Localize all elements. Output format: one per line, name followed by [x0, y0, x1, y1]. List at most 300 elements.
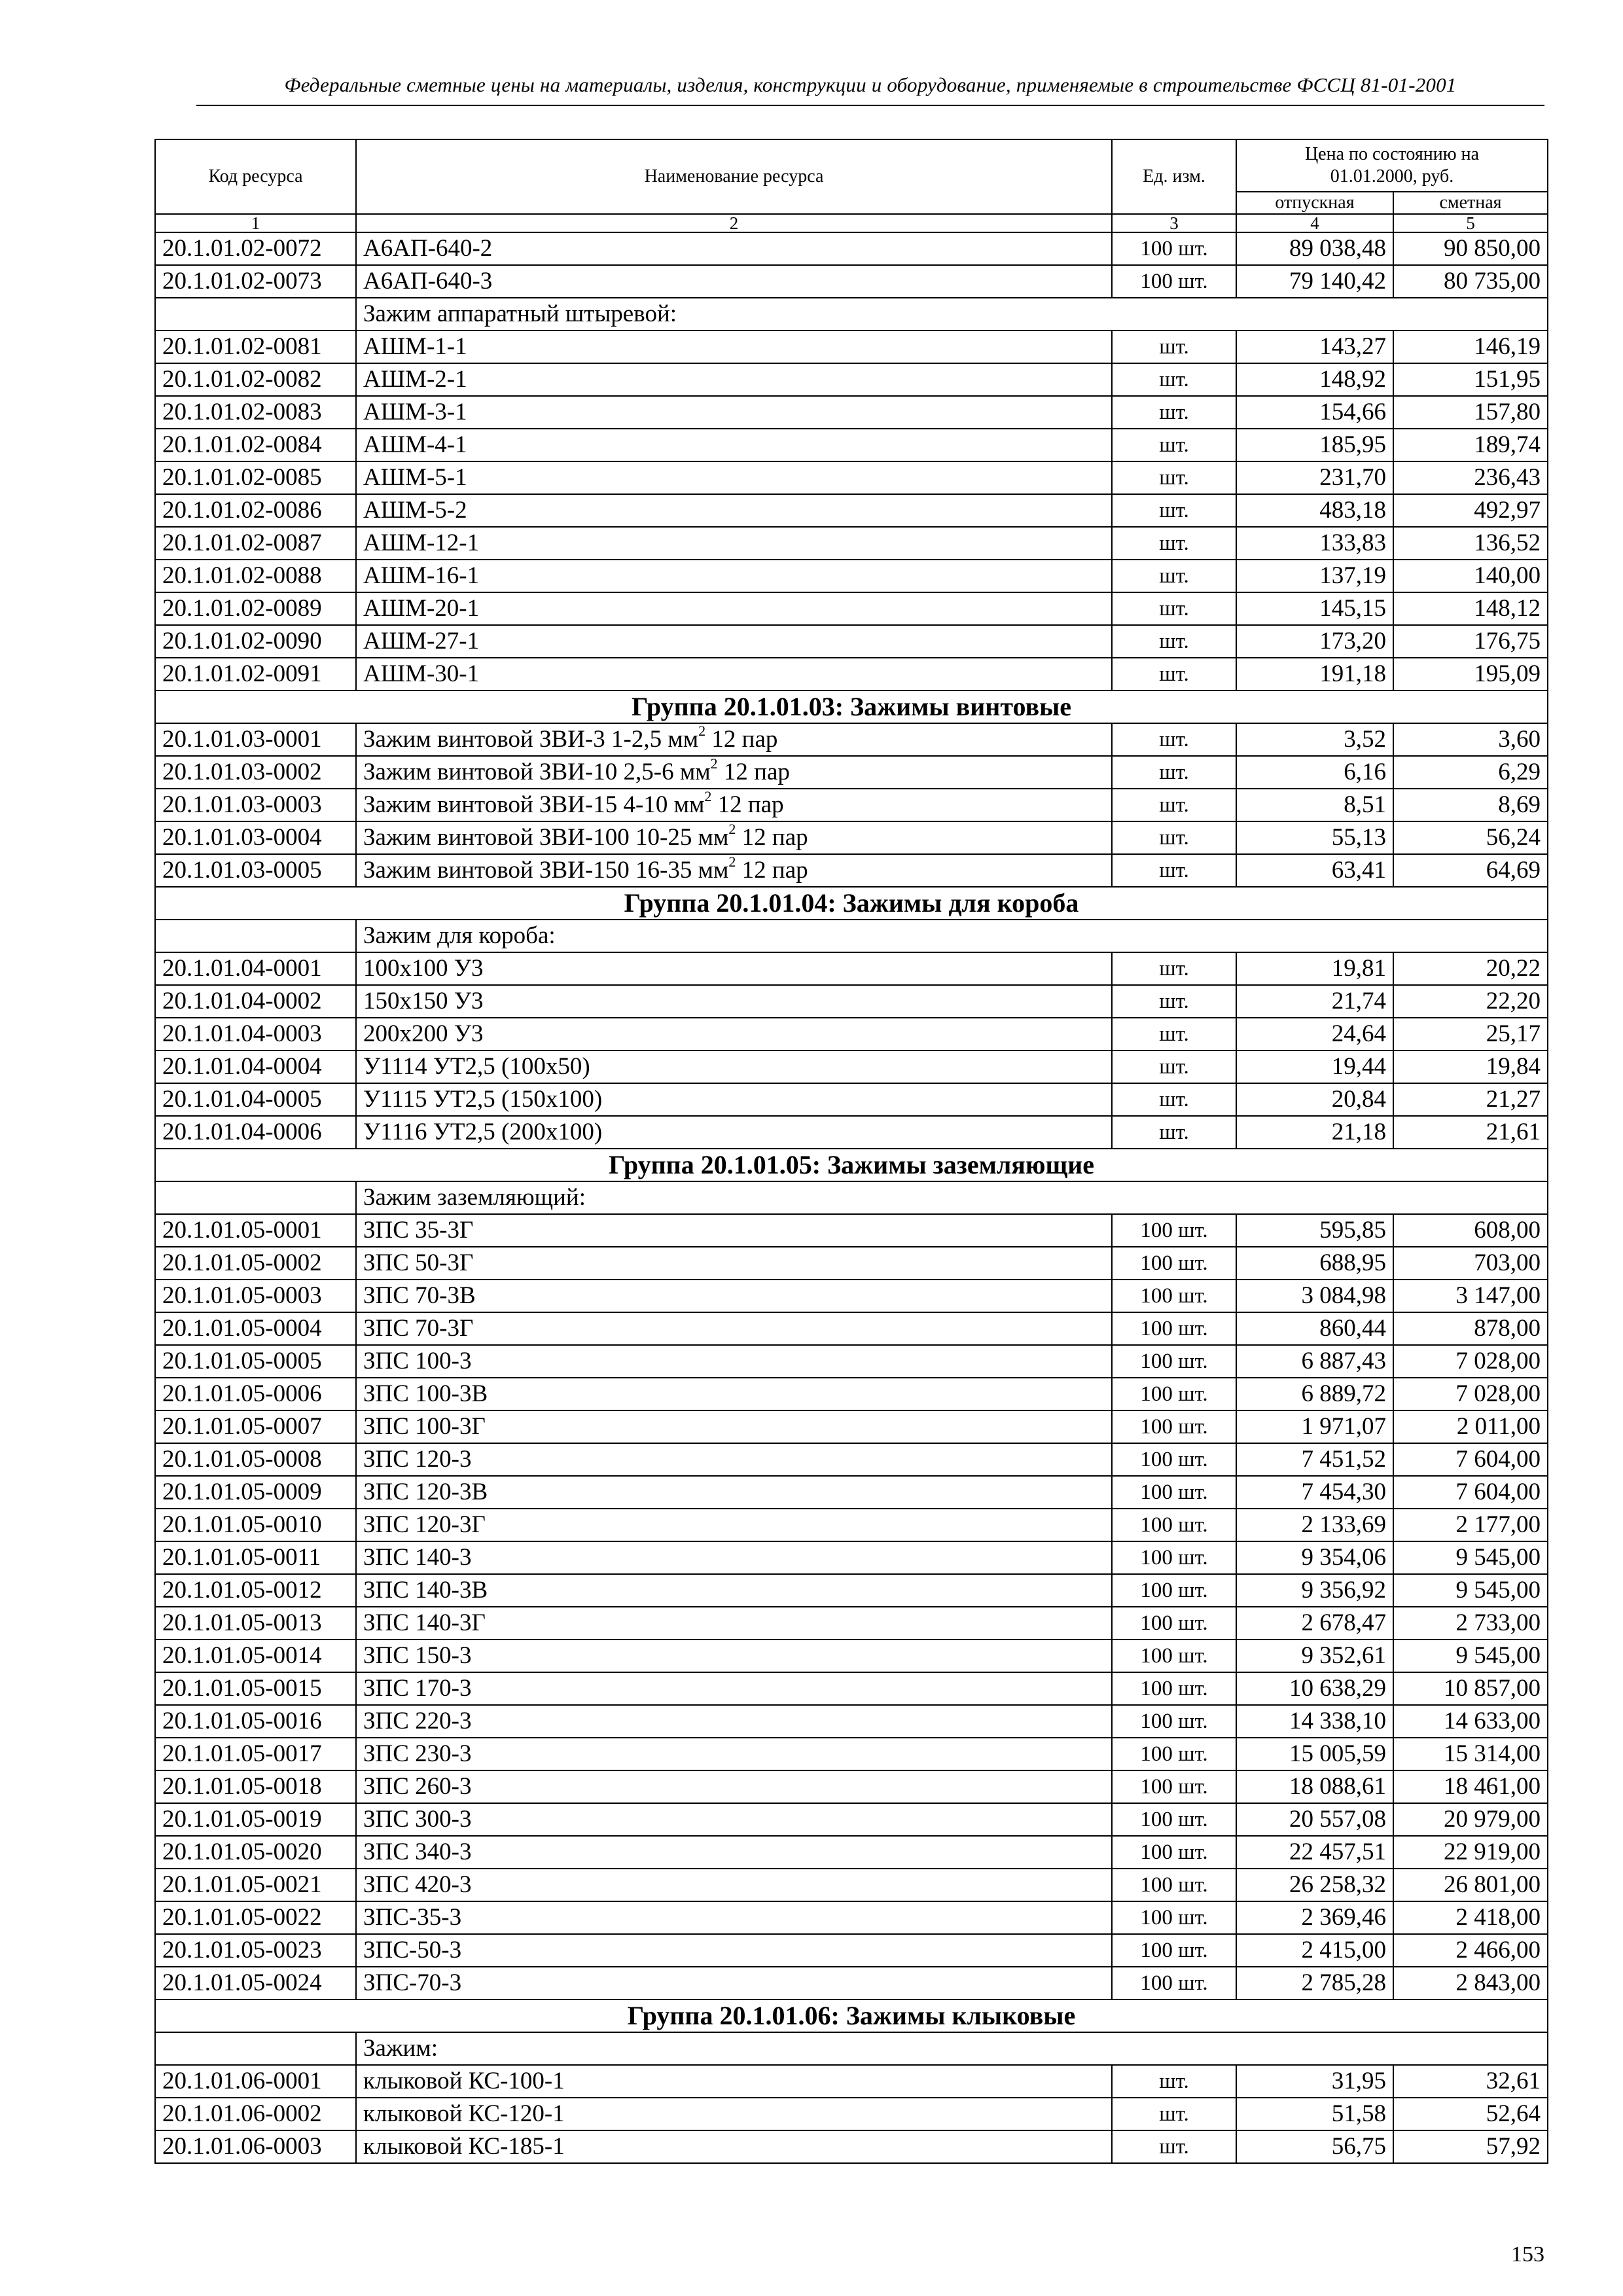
- table-row: [155, 1378, 1548, 1410]
- page-number: 153: [1511, 2242, 1544, 2267]
- release-price: 26 258,32: [1236, 1869, 1393, 1901]
- unit-cell: 100 шт.: [1112, 1574, 1236, 1607]
- release-price: 63,41: [1236, 854, 1393, 887]
- resource-code: 20.1.01.04-0002: [155, 985, 356, 1018]
- estimate-price: 2 418,00: [1393, 1901, 1548, 1934]
- resource-name-text: Зажим винтовой ЗВИ-3 1-2,5 мм: [363, 726, 699, 753]
- estimate-price: 9 545,00: [1393, 1541, 1548, 1574]
- unit-cell: 100 шт.: [1112, 1378, 1236, 1410]
- release-price: 231,70: [1236, 461, 1393, 494]
- resource-name: [356, 789, 1112, 821]
- table-row: [155, 265, 1548, 298]
- estimate-price: 64,69: [1393, 854, 1548, 887]
- resource-code: 20.1.01.02-0072: [155, 232, 356, 265]
- estimate-price: 2 177,00: [1393, 1509, 1548, 1541]
- resource-name: У1116 УТ2,5 (200х100): [356, 1116, 1112, 1149]
- subheading-row: [155, 2032, 1548, 2065]
- release-price: 9 352,61: [1236, 1640, 1393, 1672]
- empty-code-cell: [155, 1181, 356, 1214]
- unit-cell: шт.: [1112, 527, 1236, 560]
- estimate-price: 19,84: [1393, 1050, 1548, 1083]
- table-row: [155, 1312, 1548, 1345]
- table-row: [155, 1443, 1548, 1476]
- resource-name: АШМ-3-1: [356, 396, 1112, 429]
- subheading-text: Зажим аппаратный штыревой:: [356, 298, 1548, 331]
- resource-code: 20.1.01.05-0011: [155, 1541, 356, 1574]
- estimate-price: 195,09: [1393, 658, 1548, 691]
- resource-code: 20.1.01.05-0023: [155, 1934, 356, 1967]
- release-price: 2 678,47: [1236, 1607, 1393, 1640]
- estimate-price: 52,64: [1393, 2098, 1548, 2130]
- unit-superscript: 2: [698, 723, 706, 739]
- resource-code: 20.1.01.06-0003: [155, 2130, 356, 2163]
- resource-name: АШМ-12-1: [356, 527, 1112, 560]
- resource-name: ЗПС 100-3В: [356, 1378, 1112, 1410]
- resource-code: 20.1.01.02-0090: [155, 625, 356, 658]
- unit-cell: 100 шт.: [1112, 1312, 1236, 1345]
- release-price: 143,27: [1236, 331, 1393, 363]
- table-row: [155, 1541, 1548, 1574]
- table-row: [155, 821, 1548, 854]
- table-row: [155, 1705, 1548, 1738]
- resource-code: 20.1.01.04-0003: [155, 1018, 356, 1050]
- resource-name: 150х150 У3: [356, 985, 1112, 1018]
- table-row: [155, 1116, 1548, 1149]
- estimate-price: 22 919,00: [1393, 1836, 1548, 1869]
- resource-name: ЗПС 50-3Г: [356, 1247, 1112, 1280]
- unit-cell: шт.: [1112, 560, 1236, 592]
- unit-cell: 100 шт.: [1112, 1901, 1236, 1934]
- resource-code: 20.1.01.03-0004: [155, 821, 356, 854]
- release-price: 7 451,52: [1236, 1443, 1393, 1476]
- release-price: 55,13: [1236, 821, 1393, 854]
- group-title: Группа 20.1.01.06: Зажимы клыковые: [155, 2000, 1548, 2032]
- release-price: 6,16: [1236, 756, 1393, 789]
- table-row: [155, 1509, 1548, 1541]
- release-price: 191,18: [1236, 658, 1393, 691]
- release-price: 21,18: [1236, 1116, 1393, 1149]
- release-price: 185,95: [1236, 429, 1393, 461]
- estimate-price: 26 801,00: [1393, 1869, 1548, 1901]
- release-price: 15 005,59: [1236, 1738, 1393, 1770]
- unit-cell: 100 шт.: [1112, 1247, 1236, 1280]
- table-row: [155, 952, 1548, 985]
- resource-name: ЗПС 140-3В: [356, 1574, 1112, 1607]
- release-price: 19,81: [1236, 952, 1393, 985]
- resource-code: 20.1.01.05-0009: [155, 1476, 356, 1509]
- resource-code: 20.1.01.05-0007: [155, 1410, 356, 1443]
- resource-name: ЗПС-50-3: [356, 1934, 1112, 1967]
- resource-name: [356, 854, 1112, 887]
- estimate-price: 15 314,00: [1393, 1738, 1548, 1770]
- resource-name: [356, 723, 1112, 756]
- group-title: Группа 20.1.01.04: Зажимы для короба: [155, 887, 1548, 920]
- subheading-text: Зажим заземляющий:: [356, 1181, 1548, 1214]
- unit-cell: шт.: [1112, 429, 1236, 461]
- resource-code: 20.1.01.02-0085: [155, 461, 356, 494]
- table-row: [155, 461, 1548, 494]
- table-row: [155, 1018, 1548, 1050]
- estimate-price: 18 461,00: [1393, 1770, 1548, 1803]
- resource-name: ЗПС 70-3В: [356, 1280, 1112, 1312]
- resource-name: ЗПС 220-3: [356, 1705, 1112, 1738]
- unit-cell: 100 шт.: [1112, 1607, 1236, 1640]
- col-header-estimate: сметная: [1393, 192, 1548, 214]
- table-row: [155, 1410, 1548, 1443]
- release-price: 24,64: [1236, 1018, 1393, 1050]
- unit-cell: 100 шт.: [1112, 1410, 1236, 1443]
- table-row: [155, 527, 1548, 560]
- resource-code: 20.1.01.02-0086: [155, 494, 356, 527]
- subheading-row: [155, 920, 1548, 952]
- table-row: [155, 1247, 1548, 1280]
- unit-superscript: 2: [704, 789, 712, 804]
- estimate-price: 32,61: [1393, 2065, 1548, 2098]
- table-row: [155, 2098, 1548, 2130]
- col-header-release: отпускная: [1236, 192, 1393, 214]
- table-row: [155, 854, 1548, 887]
- estimate-price: 7 604,00: [1393, 1443, 1548, 1476]
- resource-name: ЗПС 100-3: [356, 1345, 1112, 1378]
- resource-name: У1115 УТ2,5 (150х100): [356, 1083, 1112, 1116]
- release-price: 6 887,43: [1236, 1345, 1393, 1378]
- resource-code: 20.1.01.05-0013: [155, 1607, 356, 1640]
- release-price: 2 785,28: [1236, 1967, 1393, 2000]
- unit-cell: 100 шт.: [1112, 265, 1236, 298]
- release-price: 133,83: [1236, 527, 1393, 560]
- resource-code: 20.1.01.04-0004: [155, 1050, 356, 1083]
- estimate-price: 176,75: [1393, 625, 1548, 658]
- unit-cell: 100 шт.: [1112, 232, 1236, 265]
- resource-name: ЗПС 340-3: [356, 1836, 1112, 1869]
- resource-name: АШМ-2-1: [356, 363, 1112, 396]
- estimate-price: 2 011,00: [1393, 1410, 1548, 1443]
- group-row: [155, 2000, 1548, 2032]
- resource-name-text: Зажим винтовой ЗВИ-15 4-10 мм: [363, 791, 705, 818]
- release-price: 483,18: [1236, 494, 1393, 527]
- unit-superscript: 2: [728, 821, 736, 837]
- resource-code: 20.1.01.05-0020: [155, 1836, 356, 1869]
- estimate-price: 148,12: [1393, 592, 1548, 625]
- resource-code: 20.1.01.05-0017: [155, 1738, 356, 1770]
- resource-name-tail: 12 пар: [705, 726, 778, 753]
- table-row: [155, 723, 1548, 756]
- table-row: [155, 1214, 1548, 1247]
- resource-code: 20.1.01.06-0002: [155, 2098, 356, 2130]
- resource-name: ЗПС-35-3: [356, 1901, 1112, 1934]
- col-number: 5: [1393, 214, 1548, 232]
- resource-name: АШМ-4-1: [356, 429, 1112, 461]
- release-price: 6 889,72: [1236, 1378, 1393, 1410]
- release-price: 860,44: [1236, 1312, 1393, 1345]
- table-body: [155, 232, 1548, 2163]
- price-table: [154, 139, 1548, 2164]
- table-row: [155, 2130, 1548, 2163]
- unit-cell: шт.: [1112, 461, 1236, 494]
- table-row: [155, 1738, 1548, 1770]
- resource-code: 20.1.01.04-0005: [155, 1083, 356, 1116]
- col-number: 1: [155, 214, 356, 232]
- release-price: 56,75: [1236, 2130, 1393, 2163]
- resource-code: 20.1.01.05-0012: [155, 1574, 356, 1607]
- resource-code: 20.1.01.03-0002: [155, 756, 356, 789]
- group-row: [155, 691, 1548, 723]
- resource-code: 20.1.01.05-0022: [155, 1901, 356, 1934]
- unit-cell: шт.: [1112, 396, 1236, 429]
- release-price: 51,58: [1236, 2098, 1393, 2130]
- resource-code: 20.1.01.02-0089: [155, 592, 356, 625]
- unit-cell: шт.: [1112, 821, 1236, 854]
- resource-name-tail: 12 пар: [736, 824, 808, 851]
- unit-cell: 100 шт.: [1112, 1967, 1236, 2000]
- resource-name: клыковой КС-185-1: [356, 2130, 1112, 2163]
- release-price: 7 454,30: [1236, 1476, 1393, 1509]
- table-row: [155, 1345, 1548, 1378]
- resource-name: ЗПС 120-3: [356, 1443, 1112, 1476]
- resource-name: ЗПС 120-3Г: [356, 1509, 1112, 1541]
- resource-code: 20.1.01.05-0010: [155, 1509, 356, 1541]
- release-price: 14 338,10: [1236, 1705, 1393, 1738]
- resource-code: 20.1.01.04-0006: [155, 1116, 356, 1149]
- unit-cell: 100 шт.: [1112, 1672, 1236, 1705]
- unit-cell: 100 шт.: [1112, 1214, 1236, 1247]
- resource-name: ЗПС 120-3В: [356, 1476, 1112, 1509]
- estimate-price: 189,74: [1393, 429, 1548, 461]
- resource-name: ЗПС 100-3Г: [356, 1410, 1112, 1443]
- release-price: 10 638,29: [1236, 1672, 1393, 1705]
- unit-cell: 100 шт.: [1112, 1476, 1236, 1509]
- unit-cell: шт.: [1112, 494, 1236, 527]
- resource-name-tail: 12 пар: [711, 791, 784, 818]
- unit-cell: 100 шт.: [1112, 1345, 1236, 1378]
- release-price: 2 369,46: [1236, 1901, 1393, 1934]
- resource-name: ЗПС 140-3: [356, 1541, 1112, 1574]
- resource-code: 20.1.01.02-0088: [155, 560, 356, 592]
- unit-cell: шт.: [1112, 985, 1236, 1018]
- resource-name: ЗПС 170-3: [356, 1672, 1112, 1705]
- resource-code: 20.1.01.05-0004: [155, 1312, 356, 1345]
- unit-cell: 100 шт.: [1112, 1738, 1236, 1770]
- release-price: 20,84: [1236, 1083, 1393, 1116]
- resource-code: 20.1.01.02-0082: [155, 363, 356, 396]
- estimate-price: 9 545,00: [1393, 1640, 1548, 1672]
- table-row: [155, 985, 1548, 1018]
- release-price: 8,51: [1236, 789, 1393, 821]
- subheading-text: Зажим для короба:: [356, 920, 1548, 952]
- estimate-price: 14 633,00: [1393, 1705, 1548, 1738]
- unit-cell: 100 шт.: [1112, 1541, 1236, 1574]
- resource-name: ЗПС 35-3Г: [356, 1214, 1112, 1247]
- estimate-price: 2 466,00: [1393, 1934, 1548, 1967]
- estimate-price: 492,97: [1393, 494, 1548, 527]
- estimate-price: 146,19: [1393, 331, 1548, 363]
- resource-name-text: Зажим винтовой ЗВИ-150 16-35 мм: [363, 857, 729, 884]
- estimate-price: 25,17: [1393, 1018, 1548, 1050]
- resource-name: ЗПС 150-3: [356, 1640, 1112, 1672]
- unit-cell: 100 шт.: [1112, 1280, 1236, 1312]
- estimate-price: 8,69: [1393, 789, 1548, 821]
- table-row: [155, 1869, 1548, 1901]
- estimate-price: 10 857,00: [1393, 1672, 1548, 1705]
- release-price: 22 457,51: [1236, 1836, 1393, 1869]
- table-row: [155, 756, 1548, 789]
- unit-cell: шт.: [1112, 658, 1236, 691]
- resource-name: А6АП-640-2: [356, 232, 1112, 265]
- estimate-price: 703,00: [1393, 1247, 1548, 1280]
- release-price: 137,19: [1236, 560, 1393, 592]
- unit-superscript: 2: [710, 756, 718, 772]
- table-row: [155, 363, 1548, 396]
- price-header-line2: 01.01.2000, руб.: [1330, 166, 1454, 187]
- empty-code-cell: [155, 920, 356, 952]
- resource-name-tail: 12 пар: [717, 759, 790, 785]
- col-header-code: Код ресурса: [155, 139, 356, 214]
- unit-cell: шт.: [1112, 789, 1236, 821]
- resource-code: 20.1.01.05-0001: [155, 1214, 356, 1247]
- resource-name: ЗПС 140-3Г: [356, 1607, 1112, 1640]
- table-row: [155, 2065, 1548, 2098]
- empty-code-cell: [155, 2032, 356, 2065]
- table-row: [155, 560, 1548, 592]
- resource-code: 20.1.01.02-0084: [155, 429, 356, 461]
- release-price: 9 356,92: [1236, 1574, 1393, 1607]
- estimate-price: 7 028,00: [1393, 1378, 1548, 1410]
- estimate-price: 21,61: [1393, 1116, 1548, 1149]
- unit-cell: шт.: [1112, 756, 1236, 789]
- unit-cell: шт.: [1112, 363, 1236, 396]
- estimate-price: 2 843,00: [1393, 1967, 1548, 2000]
- estimate-price: 7 028,00: [1393, 1345, 1548, 1378]
- estimate-price: 7 604,00: [1393, 1476, 1548, 1509]
- estimate-price: 20,22: [1393, 952, 1548, 985]
- resource-code: 20.1.01.05-0006: [155, 1378, 356, 1410]
- resource-name: клыковой КС-120-1: [356, 2098, 1112, 2130]
- unit-cell: 100 шт.: [1112, 1509, 1236, 1541]
- estimate-price: 9 545,00: [1393, 1574, 1548, 1607]
- release-price: 21,74: [1236, 985, 1393, 1018]
- resource-code: 20.1.01.04-0001: [155, 952, 356, 985]
- unit-cell: шт.: [1112, 1018, 1236, 1050]
- group-title: Группа 20.1.01.03: Зажимы винтовые: [155, 691, 1548, 723]
- resource-name-tail: 12 пар: [736, 857, 808, 884]
- resource-name: клыковой КС-100-1: [356, 2065, 1112, 2098]
- estimate-price: 136,52: [1393, 527, 1548, 560]
- resource-name: [356, 821, 1112, 854]
- resource-code: 20.1.01.05-0018: [155, 1770, 356, 1803]
- resource-code: 20.1.01.03-0005: [155, 854, 356, 887]
- unit-cell: шт.: [1112, 723, 1236, 756]
- estimate-price: 21,27: [1393, 1083, 1548, 1116]
- resource-code: 20.1.01.05-0002: [155, 1247, 356, 1280]
- release-price: 173,20: [1236, 625, 1393, 658]
- resource-name: АШМ-16-1: [356, 560, 1112, 592]
- release-price: 145,15: [1236, 592, 1393, 625]
- unit-cell: 100 шт.: [1112, 1803, 1236, 1836]
- table-row: [155, 331, 1548, 363]
- estimate-price: 608,00: [1393, 1214, 1548, 1247]
- release-price: 2 133,69: [1236, 1509, 1393, 1541]
- estimate-price: 151,95: [1393, 363, 1548, 396]
- release-price: 18 088,61: [1236, 1770, 1393, 1803]
- col-number: 4: [1236, 214, 1393, 232]
- estimate-price: 20 979,00: [1393, 1803, 1548, 1836]
- release-price: 31,95: [1236, 2065, 1393, 2098]
- resource-name: ЗПС 230-3: [356, 1738, 1112, 1770]
- unit-cell: шт.: [1112, 2098, 1236, 2130]
- resource-code: 20.1.01.05-0019: [155, 1803, 356, 1836]
- resource-name: 200х200 У3: [356, 1018, 1112, 1050]
- table-row: [155, 1476, 1548, 1509]
- unit-cell: шт.: [1112, 1050, 1236, 1083]
- estimate-price: 2 733,00: [1393, 1607, 1548, 1640]
- table-row: [155, 429, 1548, 461]
- release-price: 148,92: [1236, 363, 1393, 396]
- col-header-name: Наименование ресурса: [356, 139, 1112, 214]
- estimate-price: 140,00: [1393, 560, 1548, 592]
- resource-code: 20.1.01.05-0016: [155, 1705, 356, 1738]
- resource-name: ЗПС-70-3: [356, 1967, 1112, 2000]
- resource-code: 20.1.01.05-0008: [155, 1443, 356, 1476]
- resource-code: 20.1.01.02-0073: [155, 265, 356, 298]
- resource-name: 100х100 У3: [356, 952, 1112, 985]
- resource-code: 20.1.01.05-0021: [155, 1869, 356, 1901]
- resource-code: 20.1.01.03-0003: [155, 789, 356, 821]
- resource-name: ЗПС 420-3: [356, 1869, 1112, 1901]
- table-row: [155, 396, 1548, 429]
- running-header: Федеральные сметные цены на материалы, изделия, конструкции и оборудование, применяемые в строительстве ФССЦ 81-01-2001: [284, 73, 1457, 96]
- col-number: 3: [1112, 214, 1236, 232]
- resource-name: АШМ-5-1: [356, 461, 1112, 494]
- resource-code: 20.1.01.05-0024: [155, 1967, 356, 2000]
- col-header-price: [1236, 139, 1548, 192]
- estimate-price: 56,24: [1393, 821, 1548, 854]
- resource-code: 20.1.01.06-0001: [155, 2065, 356, 2098]
- release-price: 19,44: [1236, 1050, 1393, 1083]
- release-price: 3 084,98: [1236, 1280, 1393, 1312]
- table-row: [155, 1770, 1548, 1803]
- estimate-price: 80 735,00: [1393, 265, 1548, 298]
- unit-cell: шт.: [1112, 2065, 1236, 2098]
- estimate-price: 236,43: [1393, 461, 1548, 494]
- resource-name: ЗПС 70-3Г: [356, 1312, 1112, 1345]
- unit-cell: шт.: [1112, 625, 1236, 658]
- table-row: [155, 1901, 1548, 1934]
- estimate-price: 3,60: [1393, 723, 1548, 756]
- table-row: [155, 1050, 1548, 1083]
- col-number: 2: [356, 214, 1112, 232]
- estimate-price: 878,00: [1393, 1312, 1548, 1345]
- unit-cell: 100 шт.: [1112, 1640, 1236, 1672]
- col-header-unit: Ед. изм.: [1112, 139, 1236, 214]
- estimate-price: 157,80: [1393, 396, 1548, 429]
- unit-cell: 100 шт.: [1112, 1705, 1236, 1738]
- unit-cell: 100 шт.: [1112, 1443, 1236, 1476]
- unit-cell: 100 шт.: [1112, 1770, 1236, 1803]
- table-row: [155, 592, 1548, 625]
- unit-cell: 100 шт.: [1112, 1836, 1236, 1869]
- release-price: 1 971,07: [1236, 1410, 1393, 1443]
- table-row: [155, 1607, 1548, 1640]
- estimate-price: 22,20: [1393, 985, 1548, 1018]
- table-row: [155, 1640, 1548, 1672]
- unit-cell: 100 шт.: [1112, 1869, 1236, 1901]
- resource-code: 20.1.01.05-0015: [155, 1672, 356, 1705]
- resource-code: 20.1.01.05-0014: [155, 1640, 356, 1672]
- table-row: [155, 625, 1548, 658]
- resource-name: АШМ-5-2: [356, 494, 1112, 527]
- unit-cell: шт.: [1112, 952, 1236, 985]
- resource-name: АШМ-20-1: [356, 592, 1112, 625]
